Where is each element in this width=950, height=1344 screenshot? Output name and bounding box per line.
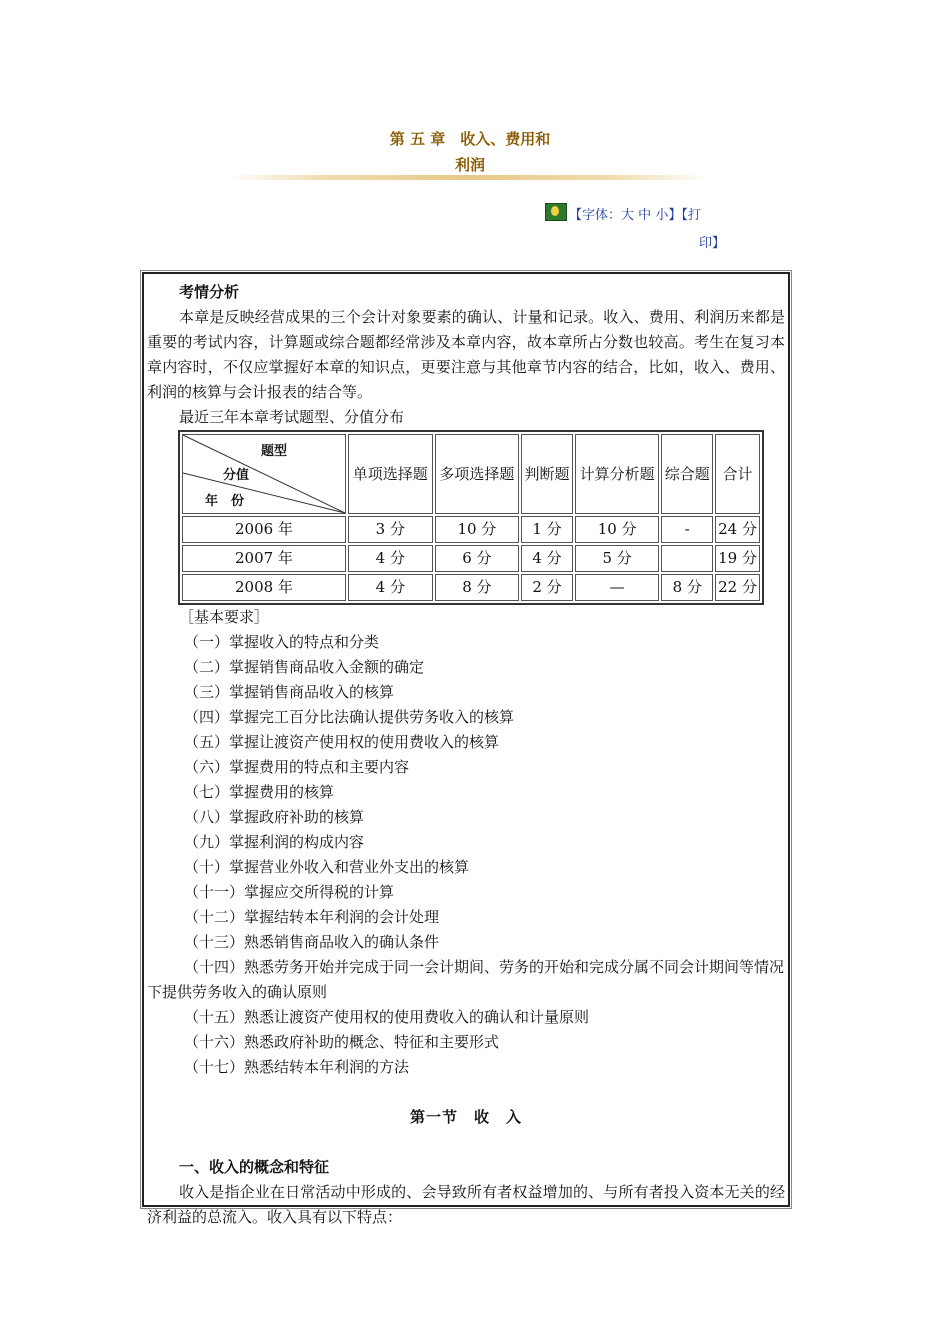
row-year: 2007 年 bbox=[182, 545, 346, 572]
analysis-paragraph: 本章是反映经营成果的三个会计对象要素的确认、计量和记录。收入、费用、利润历来都是重要的考试内容，计算题或综合题都经常涉及本章内容，故本章所占分数也较高。考生在复习本章内容时，不仅应掌握好本章的知识点，更要注意与其他章节内容的结合，比如，收入、费用、利润的核算与会计报表的结合等。 bbox=[147, 308, 785, 401]
col-header: 综合题 bbox=[661, 434, 713, 514]
list-item: （一）掌握收入的特点和分类 bbox=[184, 633, 380, 651]
table-header-row bbox=[182, 434, 760, 514]
list-item: （十六）熟悉政府补助的概念、特征和主要形式 bbox=[184, 1033, 500, 1051]
list-item: （三）掌握销售商品收入的核算 bbox=[184, 683, 395, 701]
table-row bbox=[182, 545, 760, 572]
list-item: （四）掌握完工百分比法确认提供劳务收入的核算 bbox=[184, 708, 515, 726]
table-cell: — bbox=[575, 574, 660, 601]
col-header: 单项选择题 bbox=[348, 434, 433, 514]
speaker-icon[interactable] bbox=[545, 203, 567, 221]
font-small-link[interactable]: 小 bbox=[655, 208, 669, 223]
font-medium-link[interactable]: 中 bbox=[638, 208, 652, 223]
section-paragraph: 收入是指企业在日常活动中形成的、会导致所有者权益增加的、与所有者投入资本无关的经济利益的总流入。收入具有以下特点： bbox=[147, 1183, 785, 1226]
list-item: （七）掌握费用的核算 bbox=[184, 783, 335, 801]
table-cell: 19 分 bbox=[715, 545, 760, 572]
table-cell: 24 分 bbox=[715, 516, 760, 543]
table-cell: 22 分 bbox=[715, 574, 760, 601]
list-item: （九）掌握利润的构成内容 bbox=[184, 833, 365, 851]
list-item: （十一）掌握应交所得税的计算 bbox=[184, 883, 395, 901]
table-cell: 2 分 bbox=[521, 574, 573, 601]
section-title: 第一节 收 入 bbox=[409, 1108, 522, 1126]
list-item: （十）掌握营业外收入和营业外支出的核算 bbox=[184, 858, 470, 876]
section-subheading: 一、收入的概念和特征 bbox=[179, 1158, 330, 1176]
corner-label-type: 题型 bbox=[261, 444, 288, 459]
spacer bbox=[147, 1080, 785, 1105]
title-divider bbox=[228, 175, 708, 180]
table-row bbox=[182, 574, 760, 601]
table-caption: 最近三年本章考试题型、分值分布 bbox=[179, 408, 405, 426]
table-cell: 1 分 bbox=[521, 516, 573, 543]
chapter-title-line2: 利润 bbox=[454, 156, 485, 174]
font-large-link[interactable]: 大 bbox=[621, 208, 635, 223]
list-item: （六）掌握费用的特点和主要内容 bbox=[184, 758, 410, 776]
table-cell: 4 分 bbox=[348, 545, 433, 572]
corner-label-year: 年 份 bbox=[205, 494, 245, 509]
font-size-prefix: 【字体： bbox=[569, 208, 622, 223]
analysis-heading: 考情分析 bbox=[179, 283, 240, 301]
exam-score-table bbox=[178, 430, 764, 605]
table-cell: 8 分 bbox=[435, 574, 520, 601]
content-box bbox=[142, 272, 790, 1226]
table-cell: 10 分 bbox=[575, 516, 660, 543]
table-cell: 5 分 bbox=[575, 545, 660, 572]
list-item: （十五）熟悉让渡资产使用权的使用费收入的确认和计量原则 bbox=[184, 1008, 590, 1026]
col-header: 判断题 bbox=[521, 434, 573, 514]
table-cell: 8 分 bbox=[661, 574, 713, 601]
list-item: （十七）熟悉结转本年利润的方法 bbox=[184, 1058, 410, 1076]
table-cell: 4 分 bbox=[521, 545, 573, 572]
list-item: （十三）熟悉销售商品收入的确认条件 bbox=[184, 933, 440, 951]
table-cell: 4 分 bbox=[348, 574, 433, 601]
print-link-part2[interactable]: 印】 bbox=[699, 236, 726, 251]
spacer bbox=[147, 1130, 785, 1155]
chapter-title bbox=[230, 126, 710, 178]
row-year: 2008 年 bbox=[182, 574, 346, 601]
list-item: （二）掌握销售商品收入金额的确定 bbox=[184, 658, 425, 676]
table-cell: 3 分 bbox=[348, 516, 433, 543]
table-cell bbox=[661, 545, 713, 572]
table-cell: - bbox=[661, 516, 713, 543]
corner-label-score: 分值 bbox=[223, 468, 250, 483]
col-header: 多项选择题 bbox=[435, 434, 520, 514]
row-year: 2006 年 bbox=[182, 516, 346, 543]
print-link-part1[interactable]: 【打 bbox=[681, 208, 701, 223]
list-item: （十二）掌握结转本年利润的会计处理 bbox=[184, 908, 440, 926]
col-header: 合计 bbox=[715, 434, 760, 514]
table-cell: 6 分 bbox=[435, 545, 520, 572]
content-body bbox=[147, 280, 785, 1230]
table-row bbox=[182, 516, 760, 543]
font-toolbar bbox=[545, 202, 735, 258]
col-header: 计算分析题 bbox=[575, 434, 660, 514]
requirements-heading: ［基本要求］ bbox=[179, 608, 270, 626]
table-cell: 10 分 bbox=[435, 516, 520, 543]
list-item: （五）掌握让渡资产使用权的使用费收入的核算 bbox=[184, 733, 500, 751]
list-item: （八）掌握政府补助的核算 bbox=[184, 808, 365, 826]
chapter-title-line1: 第 五 章 收入、费用和 bbox=[389, 130, 551, 148]
font-size-suffix: 】 bbox=[668, 208, 682, 223]
list-item: （十四）熟悉劳务开始并完成于同一会计期间、劳务的开始和完成分属不同会计期间等情况下提供劳务收入的确认原则 bbox=[147, 958, 785, 1001]
table-corner-cell bbox=[182, 434, 346, 514]
